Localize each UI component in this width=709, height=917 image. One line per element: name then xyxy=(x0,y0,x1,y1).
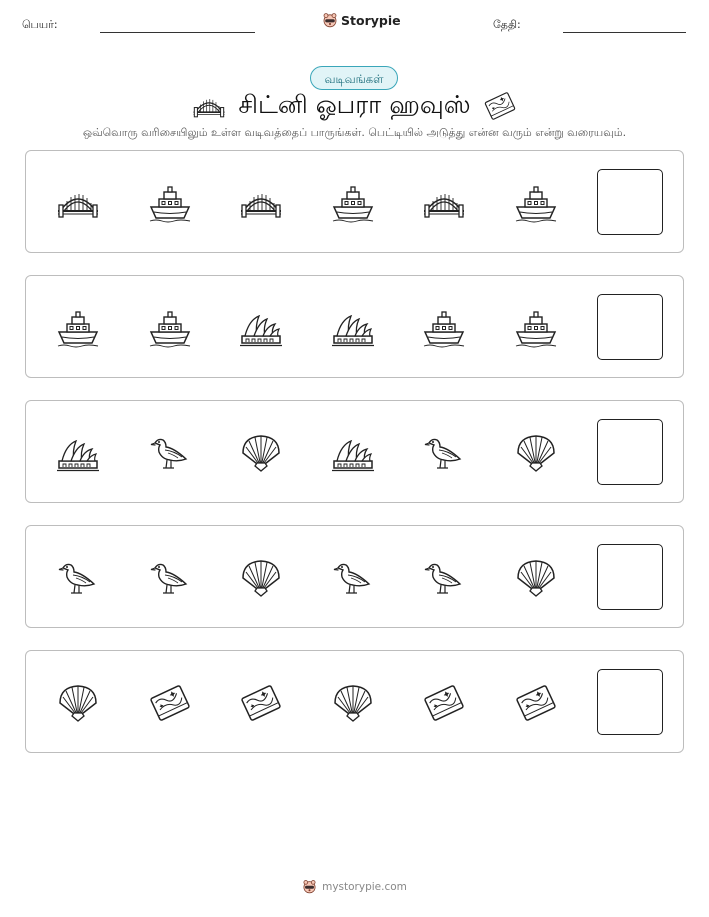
opera-house-icon xyxy=(331,306,375,350)
answer-box[interactable] xyxy=(597,294,663,360)
brand-text: Storypie xyxy=(341,12,401,28)
opera-house-icon xyxy=(239,306,283,350)
opera-house-icon xyxy=(331,431,375,475)
pattern-row xyxy=(25,275,684,378)
pattern-row xyxy=(25,525,684,628)
shell-icon xyxy=(514,556,558,600)
answer-box[interactable] xyxy=(597,419,663,485)
storypie-mascot-icon xyxy=(322,12,338,28)
seagull-icon xyxy=(148,431,192,475)
boat-icon xyxy=(148,181,192,225)
footer xyxy=(0,879,709,894)
title-row xyxy=(0,88,709,124)
map-icon xyxy=(239,681,283,725)
boat-icon xyxy=(514,181,558,225)
pattern-row xyxy=(25,150,684,253)
date-line[interactable] xyxy=(563,32,686,33)
bridge-icon xyxy=(192,89,226,123)
instructions: ஒவ்வொரு வரிசையிலும் உள்ள வடிவத்தைப் பாருங்கள். பெட்டியில் அடுத்து என்ன வரும் என்று வரையவும். xyxy=(82,126,627,139)
seagull-icon xyxy=(148,556,192,600)
shell-icon xyxy=(331,681,375,725)
bridge-icon xyxy=(422,181,466,225)
boat-icon xyxy=(148,306,192,350)
name-label: பெயர்: xyxy=(22,18,58,31)
pattern-row xyxy=(25,650,684,753)
pattern-row xyxy=(25,400,684,503)
boat-icon xyxy=(331,181,375,225)
shell-icon xyxy=(56,681,100,725)
map-icon xyxy=(483,89,517,123)
opera-house-icon xyxy=(56,431,100,475)
boat-icon xyxy=(56,306,100,350)
footer-url: mystorypie.com xyxy=(322,880,407,893)
map-icon xyxy=(422,681,466,725)
answer-box[interactable] xyxy=(597,544,663,610)
shell-icon xyxy=(239,431,283,475)
date-label: தேதி: xyxy=(493,18,521,31)
boat-icon xyxy=(514,306,558,350)
seagull-icon xyxy=(422,431,466,475)
bridge-icon xyxy=(56,181,100,225)
page-title: சிட்னி ஓபரா ஹவுஸ் xyxy=(238,89,471,119)
seagull-icon xyxy=(56,556,100,600)
shell-icon xyxy=(239,556,283,600)
answer-box[interactable] xyxy=(597,169,663,235)
map-icon xyxy=(514,681,558,725)
name-line[interactable] xyxy=(100,32,255,33)
bridge-icon xyxy=(239,181,283,225)
seagull-icon xyxy=(331,556,375,600)
shell-icon xyxy=(514,431,558,475)
category-tag: வடிவங்கள் xyxy=(310,66,398,90)
seagull-icon xyxy=(422,556,466,600)
storypie-mascot-icon xyxy=(302,879,317,894)
boat-icon xyxy=(422,306,466,350)
worksheet-header xyxy=(0,0,709,50)
answer-box[interactable] xyxy=(597,669,663,735)
map-icon xyxy=(148,681,192,725)
brand-logo xyxy=(322,12,401,28)
